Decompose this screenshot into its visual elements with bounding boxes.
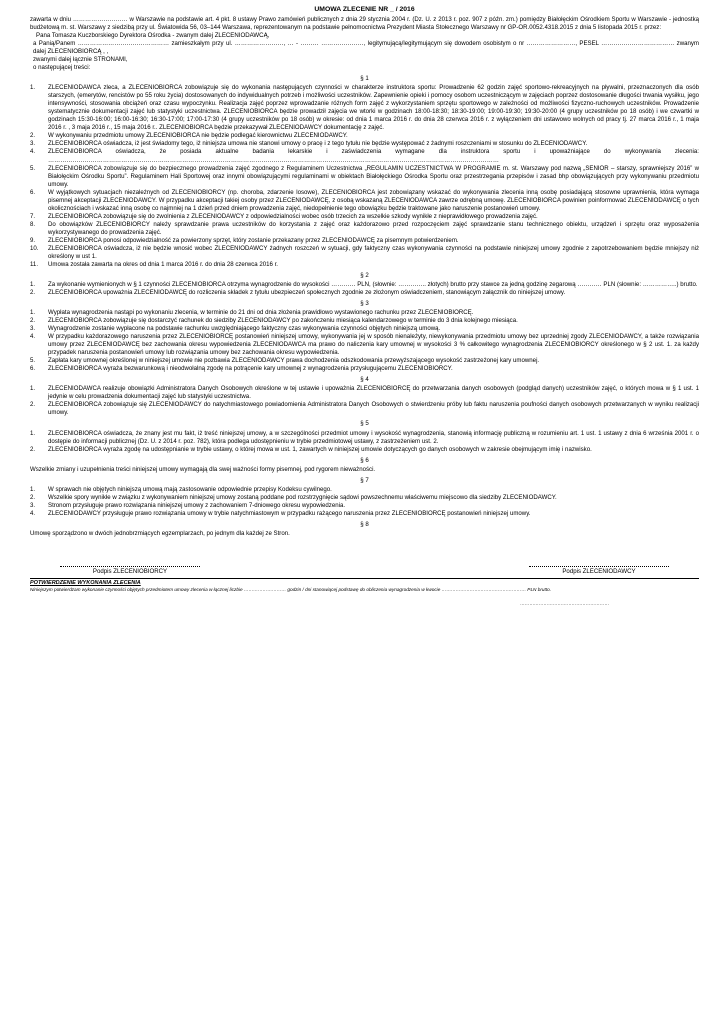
intro-parties: zawarta w dniu ……………………… w Warszawie na podstawie art. 4 pkt. 8 ustawy Prawo zamówień publicznych z dnia 29 stycznia 2004 r. (Dz. U. z 2013 r. poz. 907 z późn. zm.) pomiędzy Białołęckim Ośrodkiem Sportu w Warszawie - jednostką budżetową m. st. Warszawy z siedzibą przy ul. Światowida 56, 03–144 Warszawa, reprezentowanym na podstawie pełnomocnictwa Prezydent Miasta Stołecznego Warszawy nr GP-OR.0052.4318.2015 z dnia 5 listopada 2015 r. przez:	[30, 15, 699, 31]
clause-number: 4.	[30, 509, 36, 517]
clause-text: ZLECENIOBIORCA zobowiązuje się do bezpiecznego prowadzenia zajęć zgodnego z Regulaminem Uczestnictwa „REGULAMIN UCZESTNICTWA W PROGRAMIE m. st. Warszawy pod nazwą „SENIOR – starszy, sprawniejszy 2016” w Białołęckim Ośrodku Sportu”. Regulaminem Hali Sportowej oraz innymi obowiązującymi regulaminami w obiektach Białołęckiego Ośrodka Sportu oraz przestrzegania przepisów i zasad bhp obowiązujących przy wykonywaniu przedmiotu umowy.	[48, 164, 699, 188]
clause-item	[30, 237, 699, 245]
clause-text: ZLECENIODAWCA realizuje obowiązki Administratora Danych Osobowych określone w tej ustawie i upoważnia ZLECENIOBIORCĘ do przetwarzania danych osobowych (podgląd danych) uczestników zajęć, o których mowa w § 1 ust. 1 jedynie w celu prowadzenia dokumentacji zajęć lub statystyki uczestnictwa.	[48, 385, 699, 401]
clause-number: 2.	[30, 445, 36, 453]
section-3-list	[30, 309, 699, 373]
clause-number: 2.	[30, 493, 36, 501]
clause-text: ZLECENIOBIORCA wyraża bezwarunkową i nieodwołalną zgodę na potrącenie kary umownej z wynagrodzenia przysługującemu ZLECENIOBIORCY.	[48, 365, 453, 373]
clause-item	[30, 494, 699, 502]
section-1-list	[30, 84, 699, 269]
clause-number: 2.	[30, 132, 36, 140]
clause-item	[30, 365, 699, 373]
clause-text: W sprawach nie objętych niniejszą umową mają zastosowanie odpowiednie przepisy Kodeksu cywilnego.	[48, 485, 332, 493]
clause-number: 3.	[30, 140, 36, 148]
clause-number: 2.	[30, 401, 36, 409]
clause-number: 1.	[30, 385, 36, 393]
clause-text: ZLECENIODAWCA zleca, a ZLECENIOBIORCA zobowiązuje się do wykonania następujących czynności w charakterze instruktora sportu: Prowadzenie 62 godzin zajęć sportowo-rekreacyjnych na pływalni, przeznaczonych dla osób starszych, (emerytów, rencistów po 55 roku życia) dostosowanych do indywidualnych potrzeb i możliwości uczestników. Zapewnienie opieki i pomocy osobom uczestniczącym w zajęciach poprzez dostosowanie długości trwania wysiłku, jego intensywności, stosowania obciążeń oraz czasu wypoczynku. Realizacja zajęć poprzez wprowadzanie różnych form zajęć z wykorzystaniem sprzętu sportowego w zależności od możliwości fizyczno-ruchowych uczestników. Prowadzenie systematycznie dokumentacji zajęć lub statystyki uczestnictwa. ZLECENIOBIORCA będzie prowadził zajęcia we wtorki w godzinach 18:00-18:30; 18:30-19:00; 19:00-19:30; 19:30-20:00 (4 grupy uczestników po 18 osób) i we czwartki w godzinach 15:30-16:00; 16:00-16:30; 16:30-17:00; 17:00-17:30 (4 grupy uczestników po 18 osób) w okresie: od dnia 1 marca 2016 r. do dnia 28 czerwca 2016 r. z wyłączeniem dni ustawowo wolnych od pracy tj. 27 marca 2016 r., 1 maja 2016 r. , 3 maja 2016 r., 15 maja 2016 r.. ZLECENIOBIORCA będzie przekazywał ZLECENIODAWCY dokumentację z zajęć.	[48, 84, 699, 132]
clause-text: ZLECENIOBIORCA zobowiązuje się do zwolnienia z ZLECENIODAWCY z odpowiedzialności wobec osób trzecich za wszelkie szkody wynikłe z nieprawidłowego prowadzenia zajęć.	[48, 212, 538, 220]
clause-item	[30, 189, 699, 213]
contract-title: UMOWA ZLECENIE NR _ / 2016	[314, 6, 415, 13]
clause-item	[30, 317, 699, 325]
client-signature	[529, 566, 669, 576]
clause-text: ZLECENIOBIORCA zobowiązuje się ZLECENIODAWCY do natychmiastowego powiadomienia Administratora Danych Osobowych o stwierdzeniu próby lub faktu naruszenia poufności danych osobowych przetwarzanych w wyniku realizacji umowy.	[48, 401, 699, 417]
clause-text: Umowa została zawarta na okres od dnia 1 marca 2016 r. do dnia 28 czerwca 2016 r.	[48, 260, 278, 268]
clause-text: Za wykonanie wymienionych w § 1 czynności ZLECENIOBIORCA otrzyma wynagrodzenie do wysokości ………… PLN, (słownie: ………….. złotych) brutto przy stawce za jedną godzinę zegarową ………… PLN (słownie: ……………..) brutto.	[48, 280, 698, 288]
section-heading-5: § 5	[360, 420, 369, 428]
confirmation-signature-line: …………………………………………………	[519, 601, 609, 607]
clause-number: 6.	[30, 188, 36, 196]
section-heading-1: § 1	[360, 75, 369, 83]
clause-item	[30, 84, 699, 132]
clause-item	[30, 385, 699, 401]
section-8-text: Umowę sporządzono w dwóch jednobrzmiących egzemplarzach, po jednym dla każdej ze Stron.	[30, 529, 290, 537]
clause-text: Wynagrodzenie zostanie wypłacone na podstawie rachunku uwzględniającego faktyczny czas wykonywania czynności objętych niniejszą umową.	[48, 325, 441, 333]
intro-parties-label: zwanymi dalej łącznie STRONAMI,	[33, 56, 128, 64]
intro-representative: Pana Tomasza Kuczborskiego Dyrektora Ośrodka - zwanym dalej ZLECENIODAWCĄ,	[36, 32, 270, 40]
clause-item	[30, 245, 699, 261]
section-4-list	[30, 385, 699, 417]
clause-item	[30, 486, 699, 494]
clause-text: Stronom przysługuje prawo rozwiązania niniejszej umowy z zachowaniem 7-dniowego okresu wypowiedzenia.	[48, 501, 346, 509]
section-heading-8: § 8	[360, 520, 369, 528]
clause-item	[30, 401, 699, 417]
clause-item	[30, 502, 699, 510]
clause-item	[30, 333, 699, 357]
clause-number: 1.	[30, 429, 36, 437]
clause-number: 7.	[30, 212, 36, 220]
clause-text: Wypłata wynagrodzenia nastąpi po wykonaniu zlecenia, w terminie do 21 dni od dnia złożenia prawidłowo wystawionego rachunku przez ZLECENIOBIORCĘ.	[48, 309, 474, 317]
clause-text: Do obowiązków ZLECENIOBIORCY należy sprawdzanie prawa uczestników do korzystania z zajęć oraz każdorazowo przed rozpoczęciem zajęć sprawdzanie stanu technicznego obiektu, urządzeń i sprzętu oraz wyposażenia wykorzystywanego do prowadzenia zajęć.	[48, 220, 699, 236]
client-signature-label: Podpis ZLECENIODAWCY	[562, 567, 636, 575]
clause-number: 1.	[30, 309, 36, 317]
clause-text: W wykonywaniu przedmiotu umowy ZLECENIOBIORCA nie będzie podlegać kierownictwu ZLECENIODAWCY.	[48, 132, 348, 140]
section-heading-6: § 6	[360, 456, 369, 464]
clause-number: 9.	[30, 236, 36, 244]
clause-number: 6.	[30, 365, 36, 373]
clause-item	[30, 165, 699, 189]
contractor-signature-label: Podpis ZLECENIOBIORCY	[92, 567, 168, 575]
clause-item	[30, 213, 699, 221]
clause-text: Zapłata kary umownej określonej w niniejszej umowie nie pozbawia ZLECENIODAWCY prawa dochodzenia odszkodowania przewyższającego wysokość zastrzeżonej kary umownej.	[48, 357, 540, 365]
clause-text: ZLECENIOBIORCA wyraża zgodę na udostępnianie w trybie ustawy, o której mowa w ust. 1, zawartych w niniejszej umowie dotyczących go danych osobowych w zakresie obejmującym imię i nazwisko.	[48, 445, 592, 453]
clause-item	[30, 281, 699, 289]
signature-line	[529, 566, 669, 567]
clause-text: ZLECENIOBIORCA ponosi odpowiedzialność za powierzony sprzęt, który zostanie przekazany przez ZLECENIODAWCĘ za pisemnym potwierdzeniem.	[48, 236, 459, 244]
clause-item	[30, 357, 699, 365]
clause-number: 1.	[30, 280, 36, 288]
clause-text: ZLECENIOBIORCA oświadcza, iż nie będzie wnosić wobec ZLECENIODAWCY żadnych roszczeń w sytuacji, gdy faktyczny czas wykonywania czynności na podstawie niniejszej umowy zgodnie z zapotrzebowaniem będzie mniejszy niż określony w ust 1.	[48, 244, 699, 260]
clause-text: ZLECENIOBIORCA oświadcza, iż jest świadomy tego, iż niniejsza umowa nie stanowi umowy o pracę i z tego tytułu nie będzie występować z żadnymi roszczeniami w stosunku do ZLECENIODAWCY.	[48, 140, 588, 148]
clause-item	[30, 132, 699, 140]
clause-item	[30, 140, 699, 148]
clause-item	[30, 325, 699, 333]
clause-number: 3.	[30, 325, 36, 333]
clause-number: 10.	[30, 244, 39, 252]
section-2-list	[30, 281, 699, 297]
clause-item	[30, 446, 699, 454]
clause-number: 5.	[30, 357, 36, 365]
clause-item	[30, 221, 699, 237]
clause-text: ZLECENIOBIORCA oświadcza, że znany jest mu fakt, iż treść niniejszej umowy, a w szczególności przedmiot umowy i wysokość wynagrodzenia, stanowią informację publiczną w rozumieniu art. 1 ust. 1 ustawy z dnia 6 września 2001 r. o dostępie do informacji publicznej (Dz. U. z 2014 r. poz. 782), która podlega udostępnieniu w trybie przedmiotowej ustawy, z zastrzeżeniem ust. 2.	[48, 429, 699, 445]
execution-confirmation	[30, 578, 699, 608]
section-6-text: Wszelkie zmiany i uzupełnienia treści niniejszej umowy wymagają dla swej ważności formy pisemnej, pod rygorem nieważności.	[30, 465, 376, 473]
clause-item	[30, 148, 699, 164]
clause-item	[30, 510, 699, 518]
clause-text: W przypadku każdorazowego naruszenia przez ZLECENIOBIORCĘ postanowień niniejszej umowy, wykonywania jej w sposób nienależyty, niewykonywania przedmiotu umowy bez uprzedniej zgody ZLECENIODAWCY, a także rozwiązania umowy przez ZLECENIODAWCĘ bez zachowania okresu wypowiedzenia ZLECENIODAWCA ma prawo do naliczenia kary umownej w wysokości 3 % całkowitego wynagrodzenia ZLECENIOBIORCY określonego w § 2 ust. 1. za każdy przypadek naruszenia postanowień umowy lub rozwiązania umowy bez zachowania okresu wypowiedzenia.	[48, 333, 699, 357]
confirmation-text: Niniejszym potwierdzam wykonanie czynności objętych przedmiotem umowy zlecenia w łącznej liczbie ……………………… godzin / dni stanowiącej podstawę do obliczenia wynagrodzenia w kwocie ……………………………………………… PLN brutto.	[30, 587, 552, 593]
confirmation-heading: POTWIERDZENIE WYKONANIA ZLECENIA	[30, 579, 141, 586]
clause-item	[30, 430, 699, 446]
section-heading-7: § 7	[360, 476, 369, 484]
clause-text: ZLECENIOBIORCA zobowiązuje się dostarczyć rachunek do siedziby ZLECENIODAWCY po zakończeniu miesiąca kalendarzowego w terminie do 3 dnia kolejnego miesiąca.	[48, 317, 518, 325]
clause-number: 4.	[30, 148, 36, 156]
intro-contractor: a Panią/Panem ……………………………………… zamieszkałym przy ul. ……………………, … - ……… …………………, legitymującą/legitymującym się dowodem osobistym o nr ……………………, PESEL ……………………………… zwanym dalej ZLECENIOBIORCĄ , ,	[33, 40, 699, 56]
clause-number: 2.	[30, 289, 36, 296]
clause-number: 1.	[30, 84, 36, 92]
clause-number: 4.	[30, 333, 36, 341]
clause-number: 3.	[30, 501, 36, 509]
clause-number: 5.	[30, 164, 36, 172]
clause-text: Wszelkie spory wynikłe w związku z wykonywaniem niniejszej umowy zostaną poddane pod rozstrzygnięcie sądowi powszechnemu właściwemu miejscowo dla siedziby ZLECENIODAWCY.	[48, 493, 557, 501]
clause-text: W wyjątkowych sytuacjach niezależnych od ZLECENIOBIORCY (np. choroba, zdarzenie losowe), ZLECENIOBIORCA jest zobowiązany wskazać do wykonywania zlecenia inną osobę posiadającą stosowne uprawnienia, która wymaga pisemnej akceptacji ZLECENIODAWCY. W przypadku akceptacji takiej osoby przez ZLECENIODAWCĘ, z osobą wskazaną ZLECENIODAWCA zawrze odrębną umowę. ZLECENIOBIORCA powinien poinformować ZLECENIODAWCĘ o tych okolicznościach i wskazać inną osobę co najmniej na 1 dzień przed dniem prowadzenia zajęć, niedopełnienie tego obowiązku będzie traktowane jako naruszenie postanowień umowy.	[48, 188, 699, 212]
clause-number: 2.	[30, 317, 36, 325]
section-5-list	[30, 430, 699, 454]
signature-row	[30, 566, 699, 576]
clause-item	[30, 261, 699, 269]
section-heading-3: § 3	[360, 300, 369, 308]
clause-number: 8.	[30, 220, 36, 228]
contractor-signature	[60, 566, 200, 576]
clause-text: ZLECENIOBIORCA upoważnia ZLECENIODAWCĘ do rozliczenia składek z tytułu ubezpieczeń społecznych zgodnie ze złożonym oświadczeniem, stanowiącym załącznik do niniejszej umowy.	[48, 289, 566, 296]
clause-text: ZLECENIODAWCY przysługuje prawo rozwiązania umowy w trybie natychmiastowym w przypadku rażącego naruszenia przez ZLECENIOBIORCĘ postanowień niniejszej umowy.	[48, 509, 531, 517]
clause-item	[30, 289, 699, 297]
clause-text: ZLECENIOBIORCA oświadcza, że posiada aktualne badania lekarskie i zaświadczenia wymagane dla instruktora sportu i upoważniające do wykonywania zlecenia: ……………………………………………………………………………………………………………………………………………………………………………………………………	[48, 148, 699, 164]
intro-content-label: o następującej treści:	[33, 64, 91, 72]
section-heading-4: § 4	[360, 376, 369, 384]
section-7-list	[30, 486, 699, 518]
clause-number: 1.	[30, 485, 36, 493]
section-heading-2: § 2	[360, 271, 369, 279]
signature-line	[60, 566, 200, 567]
clause-item	[30, 309, 699, 317]
clause-number: 11.	[30, 260, 39, 268]
